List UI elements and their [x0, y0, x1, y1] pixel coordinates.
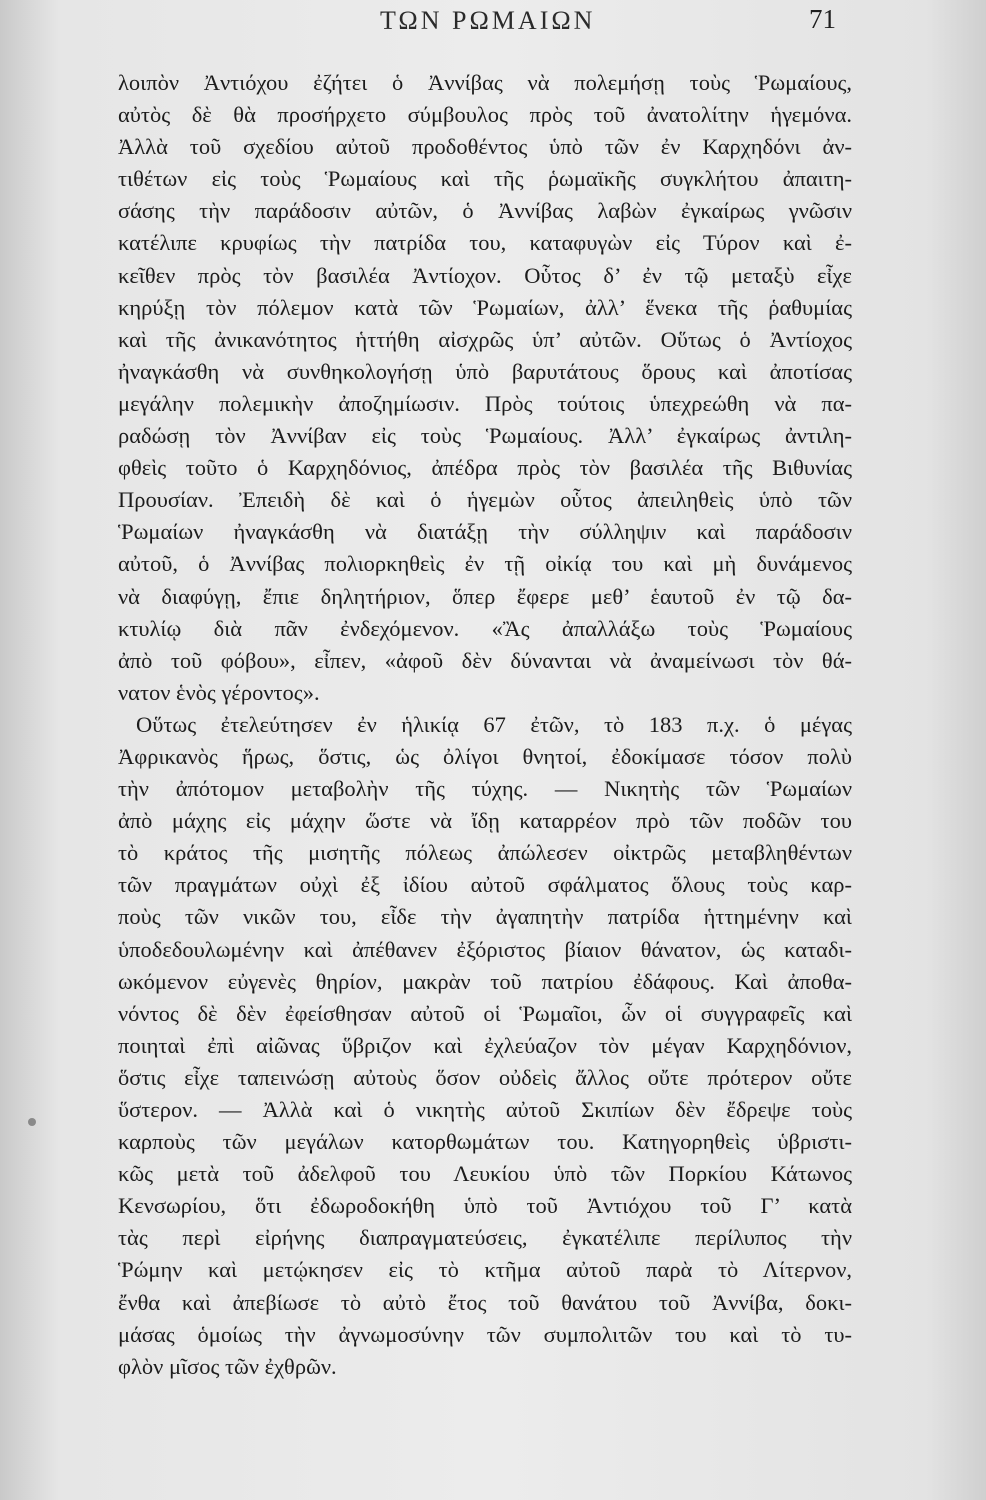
- text-line: ὅστις εἶχε ταπεινώσῃ αὐτοὺς ὅσον οὐδεὶς ἄλλος οὔτε πρότερον οὔτε: [118, 1064, 852, 1090]
- text-line: τὴν ἀπότομον μεταβολὴν τῆς τύχης. — Νικητὴς τῶν Ῥωμαίων: [118, 776, 852, 802]
- text-line: ραδώσῃ τὸν Ἀννίβαν εἰς τοὺς Ῥωμαίους. Ἀλλ’ ἐγκαίρως ἀντιλη-: [118, 423, 852, 449]
- text-line: τῶν πραγμάτων οὐχὶ ἐξ ἰδίου αὐτοῦ σφάλματος ὅλους τοὺς καρ-: [118, 872, 852, 898]
- text-line: φλὸν μῖσος τῶν ἐχθρῶν.: [118, 1353, 337, 1379]
- margin-ink-spot: [28, 1118, 36, 1126]
- text-line: λοιπὸν Ἀντιόχου ἐζήτει ὁ Ἀννίβας νὰ πολεμήσῃ τοὺς Ῥωμαίους,: [118, 70, 852, 95]
- text-line: μάσας ὁμοίως τὴν ἀγνωμοσύνην τῶν συμπολιτῶν του καὶ τὸ τυ-: [118, 1321, 852, 1347]
- text-line: ἀπὸ μάχης εἰς μάχην ὥστε νὰ ἴδῃ καταρρέον πρὸ τῶν ποδῶν του: [118, 808, 852, 834]
- text-line: Ῥώμην καὶ μετῴκησεν εἰς τὸ κτῆμα αὐτοῦ παρὰ τὸ Λίτερνον,: [118, 1257, 852, 1283]
- text-line: ἀπὸ τοῦ φόβου», εἶπεν, «ἀφοῦ δὲν δύνανται νὰ ἀναμείνωσι τὸν θά-: [118, 647, 852, 673]
- text-line: νατον ἑνὸς γέροντος».: [118, 679, 320, 705]
- text-line: αὐτὸς δὲ θὰ προσήρχετο σύμβουλος πρὸς τοῦ ἀνατολίτην ἡγεμόνα.: [118, 102, 852, 128]
- text-line: μεγάλην πολεμικὴν ἀποζημίωσιν. Πρὸς τούτοις ὑπεχρεώθη νὰ πα-: [118, 390, 852, 416]
- text-line: τιθέτων εἰς τοὺς Ῥωμαίους καὶ τῆς ῥωμαϊκῆς συγκλήτου ἀπαιτη-: [118, 166, 852, 192]
- text-line: καρποὺς τῶν μεγάλων κατορθωμάτων του. Κατηγορηθεὶς ὑβριστι-: [118, 1129, 852, 1155]
- text-line: κτυλίῳ διὰ πᾶν ἐνδεχόμενον. «Ἂς ἀπαλλάξω τοὺς Ῥωμαίους: [118, 615, 852, 641]
- text-line: ποιηταὶ ἐπὶ αἰῶνας ὕβριζον καὶ ἐχλεύαζον τὸν μέγαν Καρχηδόνιον,: [118, 1032, 852, 1058]
- body-text: [118, 67, 852, 1383]
- text-line: φθεὶς τοῦτο ὁ Καρχηδόνιος, ἀπέδρα πρὸς τὸν βασιλέα τῆς Βιθυνίας: [118, 455, 852, 481]
- running-title: ΤΩΝ ΡΩΜΑΙΩΝ: [380, 6, 596, 35]
- text-line: ἔνθα καὶ ἀπεβίωσε τὸ αὐτὸ ἔτος τοῦ θανάτου τοῦ Ἀννίβα, δοκι-: [118, 1289, 852, 1315]
- text-line: κηρύξῃ τὸν πόλεμον κατὰ τῶν Ῥωμαίων, ἀλλ’ ἕνεκα τῆς ῥαθυμίας: [118, 294, 852, 320]
- text-line: τὸ κράτος τῆς μισητῆς πόλεως ἀπώλεσεν οἰκτρῶς μεταβληθέντων: [118, 840, 852, 866]
- text-line: νὰ διαφύγῃ, ἔπιε δηλητήριον, ὅπερ ἔφερε μεθ’ ἑαυτοῦ ἐν τῷ δα-: [118, 583, 852, 609]
- text-line: σάσης τὴν παράδοσιν αὐτῶν, ὁ Ἀννίβας λαβὼν ἐγκαίρως γνῶσιν: [118, 198, 852, 224]
- text-line: τὰς περὶ εἰρήνης διαπραγματεύσεις, ἐγκατέλιπε περίλυπος τὴν: [118, 1225, 852, 1251]
- text-line: ὑποδεδουλωμένην καὶ ἀπέθανεν ἐξόριστος βίαιον θάνατον, ὡς καταδι-: [118, 936, 852, 962]
- text-line: ἠναγκάσθη νὰ συνθηκολογήσῃ ὑπὸ βαρυτάτους ὅρους καὶ ἀποτίσας: [118, 358, 852, 384]
- page-number: 71: [809, 4, 836, 34]
- text-line: Ῥωμαίων ἠναγκάσθη νὰ διατάξῃ τὴν σύλληψιν καὶ παράδοσιν: [118, 519, 852, 545]
- text-line: νόντος δὲ δὲν ἐφείσθησαν αὐτοῦ οἱ Ῥωμαῖοι, ὧν οἱ συγγραφεῖς καὶ: [118, 1000, 852, 1026]
- text-line: ὕστερον. — Ἀλλὰ καὶ ὁ νικητὴς αὐτοῦ Σκιπίων δὲν ἔδρεψε τοὺς: [118, 1097, 852, 1122]
- text-line: ωκόμενον εὐγενὲς θηρίον, μακρὰν τοῦ πατρίου ἐδάφους. Καὶ ἀποθα-: [118, 968, 852, 994]
- text-line: κῶς μετὰ τοῦ ἀδελφοῦ του Λευκίου ὑπὸ τῶν Πορκίου Κάτωνος: [118, 1161, 852, 1187]
- text-line: αὐτοῦ, ὁ Ἀννίβας πολιορκηθεὶς ἐν τῇ οἰκίᾳ του καὶ μὴ δυνάμενος: [118, 551, 852, 577]
- text-line: Ἀλλὰ τοῦ σχεδίου αὐτοῦ προδοθέντος ὑπὸ τῶν ἐν Καρχηδόνι ἀν-: [118, 134, 852, 160]
- text-line: κατέλιπε κρυφίως τὴν πατρίδα του, καταφυγὼν εἰς Τύρον καὶ ἐ-: [118, 230, 852, 256]
- text-line: Ἀφρικανὸς ἥρως, ὅστις, ὡς ὀλίγοι θνητοί, ἐδοκίμασε τόσον πολὺ: [118, 743, 852, 769]
- text-line: καὶ τῆς ἀνικανότητος ἡττήθη αἰσχρῶς ὑπ’ αὐτῶν. Οὕτως ὁ Ἀντίοχος: [118, 326, 852, 352]
- text-line: Οὕτως ἐτελεύτησεν ἐν ἡλικίᾳ 67 ἐτῶν, τὸ 183 π.χ. ὁ μέγας: [136, 711, 852, 737]
- text-line: Κενσωρίου, ὅτι ἐδωροδοκήθη ὑπὸ τοῦ Ἀντιόχου τοῦ Γ’ κατὰ: [118, 1193, 852, 1219]
- text-line: ποὺς τῶν νικῶν του, εἶδε τὴν ἀγαπητὴν πατρίδα ἡττημένην καὶ: [118, 904, 852, 930]
- text-line: κεῖθεν πρὸς τὸν βασιλέα Ἀντίοχον. Οὗτος δ’ ἐν τῷ μεταξὺ εἶχε: [118, 262, 852, 288]
- text-line: Προυσίαν. Ἐπειδὴ δὲ καὶ ὁ ἡγεμὼν οὗτος ἀπειληθεὶς ὑπὸ τῶν: [118, 487, 852, 513]
